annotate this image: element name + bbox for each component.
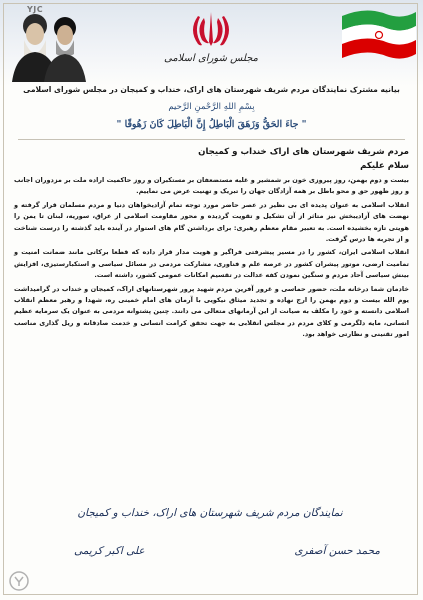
signer-right: محمد حسن آصفری (294, 545, 380, 557)
header-divider (18, 139, 405, 140)
signature-block (40, 493, 380, 573)
quran-verse: " جاءَ الحَقُّ وَزَهَقَ الْبَاطِلُ إِنَّ الْبَاطِلَ كَانَ زَهُوقًا " (116, 119, 307, 130)
letter-addressee: مردم شریف شهرستان های اراک خنداب و کمیجان (198, 147, 409, 157)
letter-body (14, 146, 409, 343)
letter-paragraph: انقلاب اسلامی ایران، کشور را در مسیر پیشرفتی فراگیر و هویت مدار قرار داده که قطعا برکاتی مانند ضمانت امنیت و تمامیت ارضی، موتور پیشران کشور در عرصه علم و فناوری، مشارکت مردمی در مسائل سیاسی و استکبارستیزی، افزایش بینش سیاسی آحاد مردم و سنگین نمودن کفه عدالت در تقسیم امکانات عمومی کشور، داشته است. (14, 248, 409, 280)
yjc-watermark-icon (8, 570, 68, 592)
letter-paragraph: بیست و دوم بهمن، روز پیروزی خون بر شمشیر و غلبه مستضعفان بر مستکبران و روز حاکمیت اراده ملت بر مزدوران اجانب و روز ظهور حق و محو باطل بر همه آزادگان جهان را تبریک و تهنیت عرض می نماییم. (14, 176, 409, 196)
bismillah-text: بِسْمِ اللهِ الرَّحْمنِ الرَّحیم (168, 102, 255, 112)
leaders-portrait-image (10, 6, 86, 82)
iran-flag-image (338, 4, 418, 62)
letter-salutation: سلام علیکم (360, 161, 409, 171)
watermark-text: YJC (27, 5, 44, 14)
letter-paragraph: خادمان شما درخانه ملت، حضور حماسی و غرور آفرین مردم شهید پرور شهرستانهای اراک، کمیجان و خنداب در گرامیداشت یوم الله بیست و دوم بهمن را ارج نهاده و تجدید میثاق نیکویی با آرمان های امام خمینی ره، شهدا و رهبر معظم انقلاب اسلامی دانسته و خود را مکلف به صیانت از این آرمانهای متعالی می دانند. چنین پشتوانه مردمی به عنوان یک سرمایه عظیم انسانی، مایه دلگرمی و کلای مردم در مجلس انقلابی به جهت تحقق کرامت انسانی و خدمت صادقانه و ریل گذاری مناسب امور تقنینی و نظارتی خواهد بود. (14, 284, 409, 339)
letter-paragraph: انقلاب اسلامی به عنوان پدیده ای بی نظیر در عصر حاضر مورد توجه تمام آزادیخواهان دنیا و مردم مسلمان قرار گرفته و نهضت های آزادیبخش نیز متاثر از آن تشکیل و تقویت گردیده و محور مقاومت اسلامی از عراق، سوریه، لبنان تا یمن را هویتی تازه بخشیده است. به تعبیر مقام معظم رهبری: برای برداشتن گام های استوار در آینده باید گذشته را درست شناخت و از تجربه ها درس گرفت. (14, 200, 409, 244)
statement-headline: بیانیه مشترک نمایندگان مردم شریف شهرستان های اراک، خنداب و کمیجان در مجلس شورای اسلامی (23, 85, 400, 94)
signature-title: نمایندگان مردم شریف شهرستان های اراک، خنداب و کمیجان (77, 507, 343, 519)
signer-left: علی اکبر کریمی (74, 545, 145, 557)
iran-emblem-icon (190, 8, 232, 52)
parliament-name: مجلس شورای اسلامی (163, 53, 259, 64)
